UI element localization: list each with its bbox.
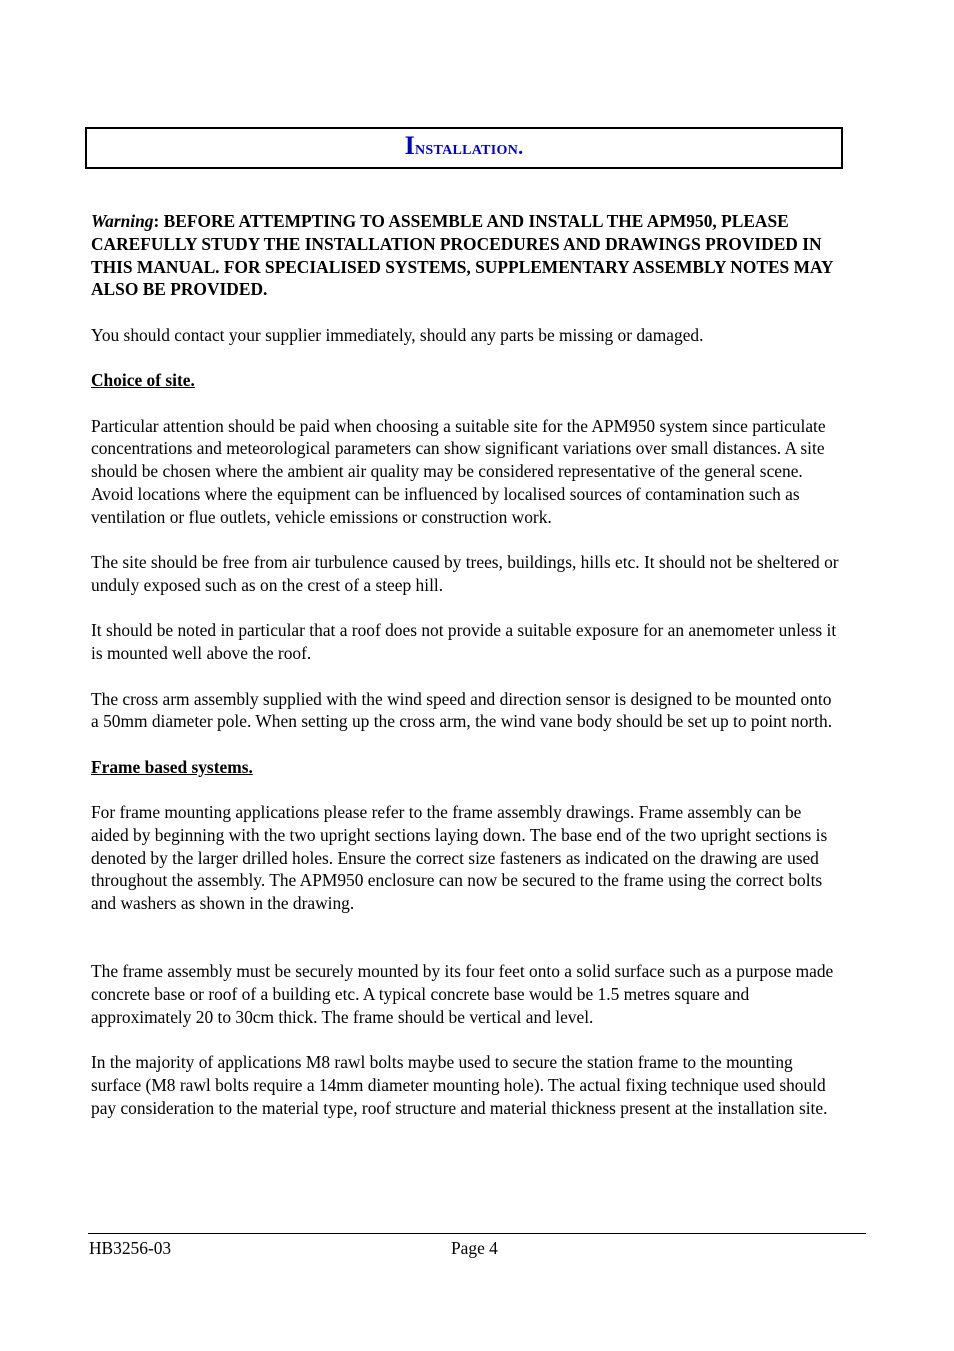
title-rest: nstallation.	[414, 137, 524, 159]
footer-divider	[88, 1233, 866, 1234]
title-box	[85, 127, 843, 169]
site-paragraph-4: The cross arm assembly supplied with the wind speed and direction sensor is designed to be mounted onto a 50mm diameter pole. When setting up the cross arm, the wind vane body should be set up to point north.	[91, 688, 833, 732]
spacer	[91, 938, 841, 961]
site-paragraph-2: The site should be free from air turbulence caused by trees, buildings, hills etc. It should not be sheltered or unduly exposed such as on the crest of a steep hill.	[91, 552, 839, 595]
main-content	[91, 210, 841, 1142]
title-first-letter: I	[404, 131, 415, 160]
frame-paragraph-2: The frame assembly must be securely mounted by its four feet onto a solid surface such as a purpose made concrete base or roof of a building etc. A typical concrete base would be 1.5 metres square and approximately 20 to 30cm thick. The frame should be vertical and level.	[91, 961, 834, 1028]
warning-text: : BEFORE ATTEMPTING TO ASSEMBLE AND INSTALL THE APM950, PLEASE CAREFULLY STUDY THE INSTALLATION PROCEDURES AND DRAWINGS PROVIDED IN THIS MANUAL. FOR SPECIALISED SYSTEMS, SUPPLEMENTARY ASSEMBLY NOTES MAY ALSO BE PROVIDED.	[91, 211, 833, 300]
page-title	[87, 131, 841, 161]
site-paragraph-3: It should be noted in particular that a roof does not provide a suitable exposure for an anemometer unless it is mounted well above the roof.	[91, 620, 837, 664]
warning-paragraph	[91, 210, 841, 301]
intro-paragraph: You should contact your supplier immediately, should any parts be missing or damaged.	[91, 324, 704, 345]
footer-page-number: Page 4	[451, 1238, 498, 1258]
footer-doc-id: HB3256-03	[89, 1238, 172, 1258]
warning-label: Warning	[91, 211, 154, 231]
frame-paragraph-3: In the majority of applications M8 rawl bolts maybe used to secure the station frame to the mounting surface (M8 rawl bolts require a 14mm diameter mounting hole). The actual fixing technique used should pay consideration to the material type, roof structure and material thickness present at the installation site.	[91, 1052, 828, 1119]
section-heading-choice-of-site: Choice of site.	[91, 370, 195, 391]
site-paragraph-1: Particular attention should be paid when choosing a suitable site for the APM950 system since particulate concentrations and meteorological parameters can show significant variations over small distances. A site should be chosen where the ambient air quality may be considered representative of the general scene. Avoid locations where the equipment can be influenced by localised sources of contamination such as ventilation or flue outlets, vehicle emissions or construction work.	[91, 415, 826, 527]
frame-paragraph-1: For frame mounting applications please refer to the frame assembly drawings. Frame assembly can be aided by beginning with the two upright sections laying down. The base end of the two upright sections is denoted by the larger drilled holes. Ensure the correct size fasteners as indicated on the drawing are used throughout the assembly. The APM950 enclosure can now be secured to the frame using the correct bolts and washers as shown in the drawing.	[91, 802, 828, 914]
section-heading-frame-based-systems: Frame based systems.	[91, 756, 253, 777]
